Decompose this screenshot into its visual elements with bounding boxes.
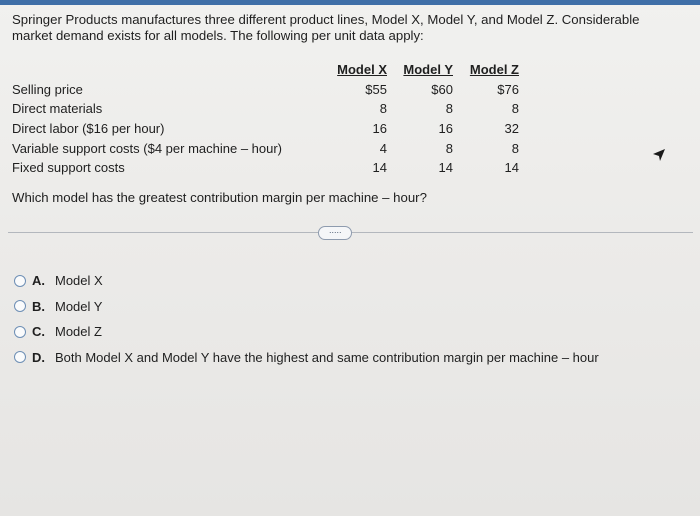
cell-model-x: $55 [365, 81, 387, 97]
option-letter: D. [32, 349, 45, 365]
mouse-cursor-icon [652, 148, 666, 162]
table-row [12, 138, 519, 158]
answer-option-a[interactable] [14, 268, 599, 294]
problem-intro: Springer Products manufactures three different product lines, Model X, Model Y, and Model Z. Considerable market demand exists for all models. The following per unit data apply: [12, 12, 640, 43]
table-row [12, 99, 519, 119]
option-letter: C. [32, 324, 45, 340]
header-model-z: Model Z [469, 62, 519, 78]
cell-model-y: 8 [445, 101, 453, 117]
cell-model-y: 16 [438, 121, 453, 137]
cell-model-y: 8 [445, 140, 453, 156]
header-model-x: Model X [337, 62, 387, 78]
cell-model-x: 16 [372, 121, 387, 137]
table-row [12, 119, 519, 139]
option-letter: B. [32, 298, 45, 314]
radio-button-d[interactable] [14, 351, 26, 363]
expand-more-button[interactable]: ····· [318, 226, 352, 240]
cell-model-y: $60 [431, 81, 453, 97]
header-model-y: Model Y [403, 62, 453, 78]
table-row [12, 158, 519, 178]
cell-model-x: 14 [372, 160, 387, 176]
row-label: Fixed support costs [12, 160, 125, 176]
cell-model-z: $76 [497, 81, 519, 97]
row-label: Selling price [12, 81, 83, 97]
answer-options [14, 268, 599, 370]
option-text: Both Model X and Model Y have the highest and same contribution margin per machine – hour [55, 349, 599, 365]
cell-model-y: 14 [438, 160, 453, 176]
option-text: Model X [55, 273, 103, 289]
cell-model-z: 14 [504, 160, 519, 176]
answer-option-c[interactable] [14, 319, 599, 345]
table-row [12, 80, 519, 100]
row-label: Direct labor ($16 per hour) [12, 121, 165, 137]
cell-model-z: 8 [511, 140, 519, 156]
option-text: Model Z [55, 324, 102, 340]
per-unit-data-table [12, 60, 519, 178]
cell-model-z: 32 [504, 121, 519, 137]
cell-model-x: 4 [379, 140, 387, 156]
answer-option-b[interactable] [14, 294, 599, 320]
radio-button-c[interactable] [14, 326, 26, 338]
table-header-row [12, 60, 519, 80]
option-text: Model Y [55, 298, 103, 314]
table-header-blank [12, 60, 312, 80]
radio-button-b[interactable] [14, 300, 26, 312]
option-letter: A. [32, 273, 45, 289]
question-text: Which model has the greatest contribution margin per machine – hour? [12, 190, 427, 205]
row-label: Variable support costs ($4 per machine – hour) [12, 140, 283, 156]
top-accent-bar [0, 0, 700, 5]
cell-model-z: 8 [511, 101, 519, 117]
radio-button-a[interactable] [14, 275, 26, 287]
cell-model-x: 8 [379, 101, 387, 117]
answer-option-d[interactable] [14, 345, 599, 371]
row-label: Direct materials [12, 101, 103, 117]
